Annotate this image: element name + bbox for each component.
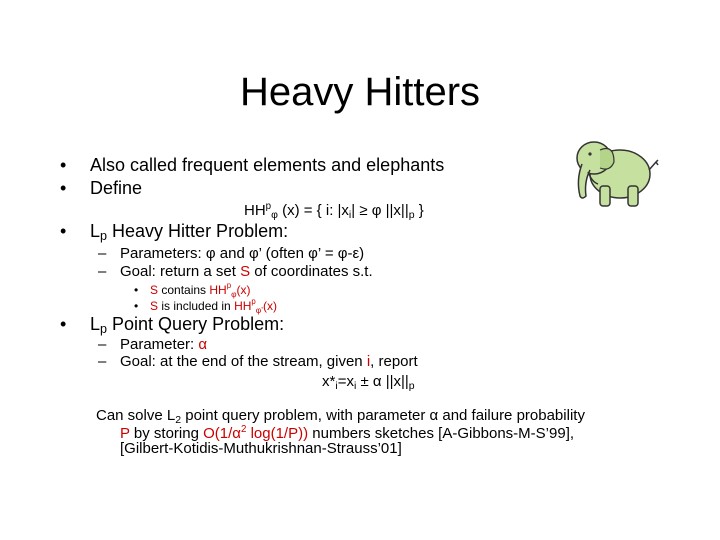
bullet-frequent-elements bbox=[60, 155, 444, 176]
elephant-icon bbox=[570, 130, 660, 210]
footer-line-1: Can solve $L_2$ point query problem, with parameter α and failure probability bbox=[96, 407, 585, 426]
slide-title: Heavy Hitters bbox=[239, 70, 481, 114]
bullet-heavy-hitter-problem: • $L_p$ Heavy Hitter Problem: bbox=[60, 221, 289, 243]
bullet-dot: • bbox=[60, 155, 67, 175]
sub-sub-bullet-included: • S is included in $HH^p_{\varphi’}(x)$ bbox=[134, 297, 278, 315]
footer-line-2: P by storing $O(1/\alpha^2$ log(1/P)) numbers sketches [A-Gibbons-M-S’99], bbox=[120, 424, 575, 442]
sub-bullet-parameter-alpha: – Parameter: α bbox=[98, 336, 208, 353]
bullet-define bbox=[60, 178, 142, 199]
sub-bullet-goal: – Goal: return a set S of coordinates s.t. bbox=[98, 263, 373, 280]
bullet-point-query-problem: • $L_p$ Point Query Problem: bbox=[60, 314, 285, 336]
bullet-text: Also called frequent elements and elephants bbox=[90, 155, 445, 175]
hh-definition: $HH^p_\varphi$ (x) = { i: $|x_i| \ge \varphi$ $||x||_p$ } bbox=[244, 201, 424, 221]
bullet-text: Define bbox=[90, 178, 143, 198]
bullet-dot: • bbox=[60, 178, 67, 198]
sub-bullet-goal-report: – Goal: at the end of the stream, given i, report bbox=[98, 353, 418, 370]
footer-line-3: [Gilbert-Kotidis-Muthukrishnan-Strauss’01] bbox=[120, 440, 402, 457]
sub-bullet-parameters: – Parameters: φ and φ’ (often φ’ = φ-ε) bbox=[98, 245, 365, 262]
bullet-dot: • bbox=[60, 314, 67, 334]
sub-sub-bullet-contains: • S contains $HH^p_\varphi(x)$ bbox=[134, 281, 251, 299]
point-query-formula: $x*_i=x_i \pm \alpha$ $||x||_p$ bbox=[322, 373, 415, 392]
bullet-dot: • bbox=[60, 221, 67, 241]
